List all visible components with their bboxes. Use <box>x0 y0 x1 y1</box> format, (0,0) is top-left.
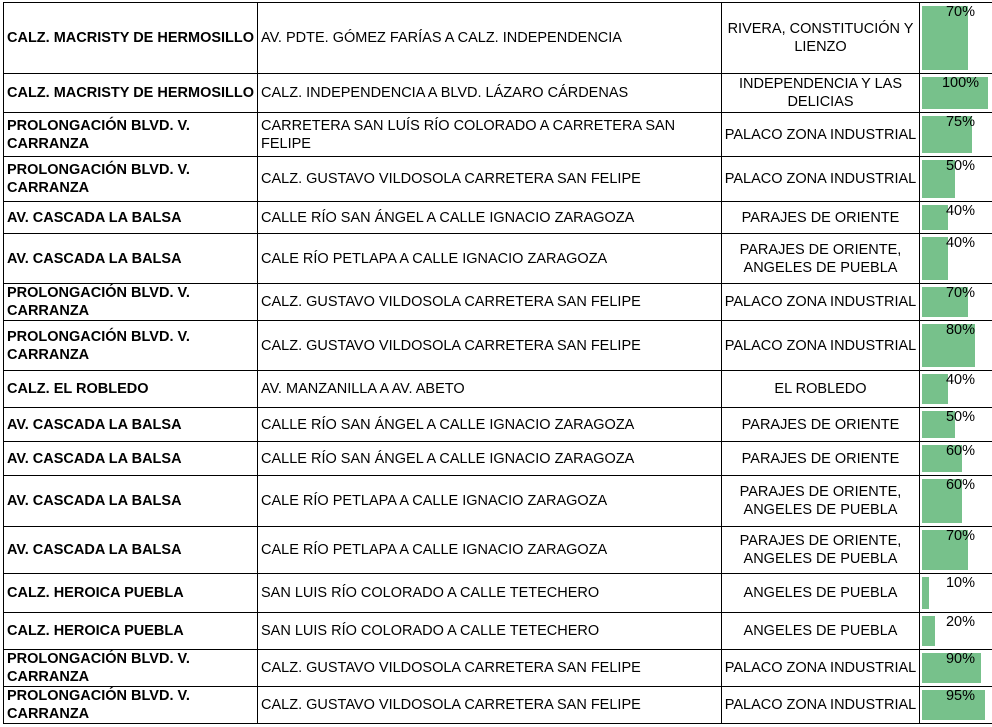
section-text: CALE RÍO PETLAPA A CALLE IGNACIO ZARAGOZA <box>261 542 608 558</box>
table-row[interactable] <box>4 113 992 157</box>
progress-cell[interactable] <box>920 234 992 284</box>
section-text: AV. PDTE. GÓMEZ FARÍAS A CALZ. INDEPENDENCIA <box>261 30 622 46</box>
table-row[interactable] <box>4 613 992 650</box>
street-cell[interactable] <box>4 3 258 74</box>
progress-bar-container <box>920 371 992 407</box>
row-marker <box>4 74 5 112</box>
section-cell[interactable] <box>258 442 722 476</box>
colony-text: PARAJES DE ORIENTE <box>741 450 900 467</box>
street-name: AV. CASCADA LA BALSA <box>7 250 182 267</box>
section-text: CALZ. GUSTAVO VILDOSOLA CARRETERA SAN FELIPE <box>261 294 641 310</box>
street-cell[interactable] <box>4 234 258 284</box>
colony-text: PARAJES DE ORIENTE, ANGELES DE PUEBLA <box>739 241 902 276</box>
section-text: CALZ. GUSTAVO VILDOSOLA CARRETERA SAN FELIPE <box>261 337 641 354</box>
row-marker <box>4 3 5 73</box>
table-row[interactable] <box>4 284 992 321</box>
street-cell[interactable] <box>4 408 258 442</box>
progress-label: 20% <box>945 614 976 630</box>
table-row[interactable] <box>4 157 992 202</box>
section-text: CALLE RÍO SAN ÁNGEL A CALLE IGNACIO ZARAGOZA <box>261 209 635 226</box>
section-text: CALZ. GUSTAVO VILDOSOLA CARRETERA SAN FELIPE <box>261 171 641 187</box>
row-marker <box>4 650 5 686</box>
table-row[interactable] <box>4 3 992 74</box>
section-cell[interactable] <box>258 3 722 74</box>
colony-cell[interactable] <box>722 321 920 371</box>
progress-bar-container <box>920 74 992 112</box>
progress-cell[interactable] <box>920 613 992 650</box>
progress-cell[interactable] <box>920 574 992 613</box>
progress-bar-container <box>920 284 992 320</box>
colony-cell[interactable] <box>722 113 920 157</box>
street-cell[interactable] <box>4 442 258 476</box>
progress-cell[interactable] <box>920 527 992 574</box>
colony-text: PARAJES DE ORIENTE <box>741 209 900 226</box>
colony-text: RIVERA, CONSTITUCIÓN Y LIENZO <box>727 21 914 55</box>
table-row[interactable] <box>4 442 992 476</box>
progress-label: 60% <box>945 477 976 493</box>
section-text: AV. MANZANILLA A AV. ABETO <box>261 381 465 397</box>
street-name: AV. CASCADA LA BALSA <box>7 450 182 467</box>
table-row[interactable] <box>4 687 992 724</box>
colony-text: PALACO ZONA INDUSTRIAL <box>724 294 917 310</box>
progress-bar-container <box>920 202 992 233</box>
colony-cell[interactable] <box>722 650 920 687</box>
section-cell[interactable] <box>258 613 722 650</box>
progress-bar-container <box>920 321 992 370</box>
table-row[interactable] <box>4 650 992 687</box>
section-cell[interactable] <box>258 650 722 687</box>
street-name: PROLONGACIÓN BLVD. V. CARRANZA <box>7 117 190 152</box>
street-cell[interactable] <box>4 284 258 321</box>
table-row[interactable] <box>4 74 992 113</box>
section-text: CALE RÍO PETLAPA A CALLE IGNACIO ZARAGOZA <box>261 493 608 509</box>
street-cell[interactable] <box>4 202 258 234</box>
section-text: CALLE RÍO SAN ÁNGEL A CALLE IGNACIO ZARAGOZA <box>261 416 635 433</box>
colony-cell[interactable] <box>722 202 920 234</box>
section-cell[interactable] <box>258 202 722 234</box>
section-text: CALZ. GUSTAVO VILDOSOLA CARRETERA SAN FELIPE <box>261 697 641 713</box>
progress-label: 90% <box>945 651 976 667</box>
section-cell[interactable] <box>258 687 722 724</box>
section-cell[interactable] <box>258 157 722 202</box>
progress-cell[interactable] <box>920 371 992 408</box>
colony-cell[interactable] <box>722 574 920 613</box>
section-cell[interactable] <box>258 408 722 442</box>
progress-cell[interactable] <box>920 650 992 687</box>
street-name: PROLONGACIÓN BLVD. V. CARRANZA <box>7 651 190 685</box>
row-marker <box>4 613 5 649</box>
street-name: AV. CASCADA LA BALSA <box>7 209 182 226</box>
colony-cell[interactable] <box>722 157 920 202</box>
progress-cell[interactable] <box>920 113 992 157</box>
progress-label: 70% <box>945 285 976 301</box>
section-text: SAN LUIS RÍO COLORADO A CALLE TETECHERO <box>261 585 600 601</box>
colony-text: INDEPENDENCIA Y LAS DELICIAS <box>738 76 903 110</box>
progress-bar-container <box>920 157 992 201</box>
progress-bar-container <box>920 3 992 73</box>
progress-bar-container <box>920 476 992 526</box>
row-marker <box>4 202 5 233</box>
street-name: CALZ. EL ROBLEDO <box>7 381 149 397</box>
colony-text: PALACO ZONA INDUSTRIAL <box>724 660 917 676</box>
street-cell[interactable] <box>4 476 258 527</box>
progress-label: 75% <box>945 114 976 130</box>
street-name: PROLONGACIÓN BLVD. V. CARRANZA <box>7 285 190 319</box>
colony-cell[interactable] <box>722 527 920 574</box>
street-cell[interactable] <box>4 157 258 202</box>
progress-cell[interactable] <box>920 687 992 724</box>
street-cell[interactable] <box>4 74 258 113</box>
street-name: PROLONGACIÓN BLVD. V. CARRANZA <box>7 162 190 196</box>
street-name: CALZ. HEROICA PUEBLA <box>7 585 184 601</box>
table-row[interactable] <box>4 527 992 574</box>
colony-cell[interactable] <box>722 234 920 284</box>
progress-bar-container <box>920 574 992 612</box>
section-text: SAN LUIS RÍO COLORADO A CALLE TETECHERO <box>261 623 600 639</box>
row-marker <box>4 371 5 407</box>
table-row[interactable] <box>4 371 992 408</box>
colony-cell[interactable] <box>722 74 920 113</box>
street-name: PROLONGACIÓN BLVD. V. CARRANZA <box>7 328 190 363</box>
street-cell[interactable] <box>4 613 258 650</box>
works-progress-table <box>3 2 992 724</box>
section-cell[interactable] <box>258 74 722 113</box>
section-cell[interactable] <box>258 284 722 321</box>
colony-cell[interactable] <box>722 284 920 321</box>
section-text: CALLE RÍO SAN ÁNGEL A CALLE IGNACIO ZARAGOZA <box>261 450 635 467</box>
section-cell[interactable] <box>258 234 722 284</box>
section-text: CALZ. GUSTAVO VILDOSOLA CARRETERA SAN FELIPE <box>261 660 641 676</box>
row-marker <box>4 157 5 201</box>
section-text: CALZ. INDEPENDENCIA A BLVD. LÁZARO CÁRDENAS <box>261 85 629 101</box>
street-name: CALZ. MACRISTY DE HERMOSILLO <box>7 30 255 46</box>
colony-text: PALACO ZONA INDUSTRIAL <box>724 337 917 354</box>
table-row[interactable] <box>4 234 992 284</box>
progress-bar-container <box>920 527 992 573</box>
row-marker <box>4 442 5 475</box>
progress-label: 80% <box>945 322 976 338</box>
section-text: CALE RÍO PETLAPA A CALLE IGNACIO ZARAGOZA <box>261 250 608 267</box>
progress-bar-container <box>920 687 992 723</box>
progress-bar-container <box>920 234 992 283</box>
section-cell[interactable] <box>258 321 722 371</box>
table-row[interactable] <box>4 408 992 442</box>
section-cell[interactable] <box>258 574 722 613</box>
section-cell[interactable] <box>258 371 722 408</box>
table-body <box>4 3 992 724</box>
progress-label: 70% <box>945 4 976 20</box>
progress-label: 10% <box>945 575 976 591</box>
row-marker <box>4 321 5 370</box>
progress-bar-container <box>920 442 992 475</box>
colony-cell[interactable] <box>722 3 920 74</box>
colony-cell[interactable] <box>722 613 920 650</box>
street-cell[interactable] <box>4 371 258 408</box>
street-cell[interactable] <box>4 574 258 613</box>
progress-cell[interactable] <box>920 157 992 202</box>
progress-cell[interactable] <box>920 202 992 234</box>
row-marker <box>4 234 5 283</box>
table-row[interactable] <box>4 476 992 527</box>
colony-text: PARAJES DE ORIENTE, ANGELES DE PUEBLA <box>739 484 902 518</box>
street-cell[interactable] <box>4 687 258 724</box>
table-row[interactable] <box>4 574 992 613</box>
colony-text: PARAJES DE ORIENTE, ANGELES DE PUEBLA <box>739 533 902 567</box>
progress-label: 50% <box>945 409 976 425</box>
street-cell[interactable] <box>4 527 258 574</box>
colony-cell[interactable] <box>722 476 920 527</box>
progress-cell[interactable] <box>920 442 992 476</box>
section-cell[interactable] <box>258 527 722 574</box>
progress-cell[interactable] <box>920 3 992 74</box>
colony-cell[interactable] <box>722 408 920 442</box>
progress-label: 100% <box>941 75 980 91</box>
colony-cell[interactable] <box>722 442 920 476</box>
row-marker <box>4 687 5 723</box>
street-name: AV. CASCADA LA BALSA <box>7 542 182 558</box>
section-cell[interactable] <box>258 476 722 527</box>
progress-label: 40% <box>945 372 976 388</box>
progress-bar-container <box>920 613 992 649</box>
row-marker <box>4 408 5 441</box>
colony-text: ANGELES DE PUEBLA <box>743 623 898 639</box>
progress-label: 60% <box>945 443 976 459</box>
colony-text: PALACO ZONA INDUSTRIAL <box>724 697 917 713</box>
colony-text: PALACO ZONA INDUSTRIAL <box>724 171 917 187</box>
street-name: CALZ. MACRISTY DE HERMOSILLO <box>7 85 255 101</box>
street-name: AV. CASCADA LA BALSA <box>7 416 182 433</box>
progress-bar-container <box>920 408 992 441</box>
street-cell[interactable] <box>4 321 258 371</box>
colony-text: EL ROBLEDO <box>774 381 867 397</box>
row-marker <box>4 476 5 526</box>
row-marker <box>4 284 5 320</box>
colony-cell[interactable] <box>722 371 920 408</box>
street-cell[interactable] <box>4 650 258 687</box>
progress-bar-container <box>920 113 992 156</box>
street-name: CALZ. HEROICA PUEBLA <box>7 623 184 639</box>
colony-text: PALACO ZONA INDUSTRIAL <box>724 126 917 143</box>
progress-cell[interactable] <box>920 476 992 527</box>
section-text: CARRETERA SAN LUÍS RÍO COLORADO A CARRETERA SAN FELIPE <box>261 117 676 152</box>
progress-label: 40% <box>945 235 976 251</box>
colony-cell[interactable] <box>722 687 920 724</box>
row-marker <box>4 113 5 156</box>
section-cell[interactable] <box>258 113 722 157</box>
row-marker <box>4 527 5 573</box>
progress-label: 40% <box>945 203 976 219</box>
row-marker <box>4 574 5 612</box>
table-row[interactable] <box>4 321 992 371</box>
progress-label: 95% <box>945 688 976 704</box>
colony-text: ANGELES DE PUEBLA <box>743 585 898 601</box>
street-name: AV. CASCADA LA BALSA <box>7 493 182 509</box>
colony-text: PARAJES DE ORIENTE <box>741 416 900 433</box>
progress-cell[interactable] <box>920 408 992 442</box>
progress-cell[interactable] <box>920 74 992 113</box>
progress-cell[interactable] <box>920 321 992 371</box>
street-name: PROLONGACIÓN BLVD. V. CARRANZA <box>7 688 190 722</box>
table-row[interactable] <box>4 202 992 234</box>
progress-cell[interactable] <box>920 284 992 321</box>
progress-bar-container <box>920 650 992 686</box>
street-cell[interactable] <box>4 113 258 157</box>
progress-label: 70% <box>945 528 976 544</box>
progress-label: 50% <box>945 158 976 174</box>
